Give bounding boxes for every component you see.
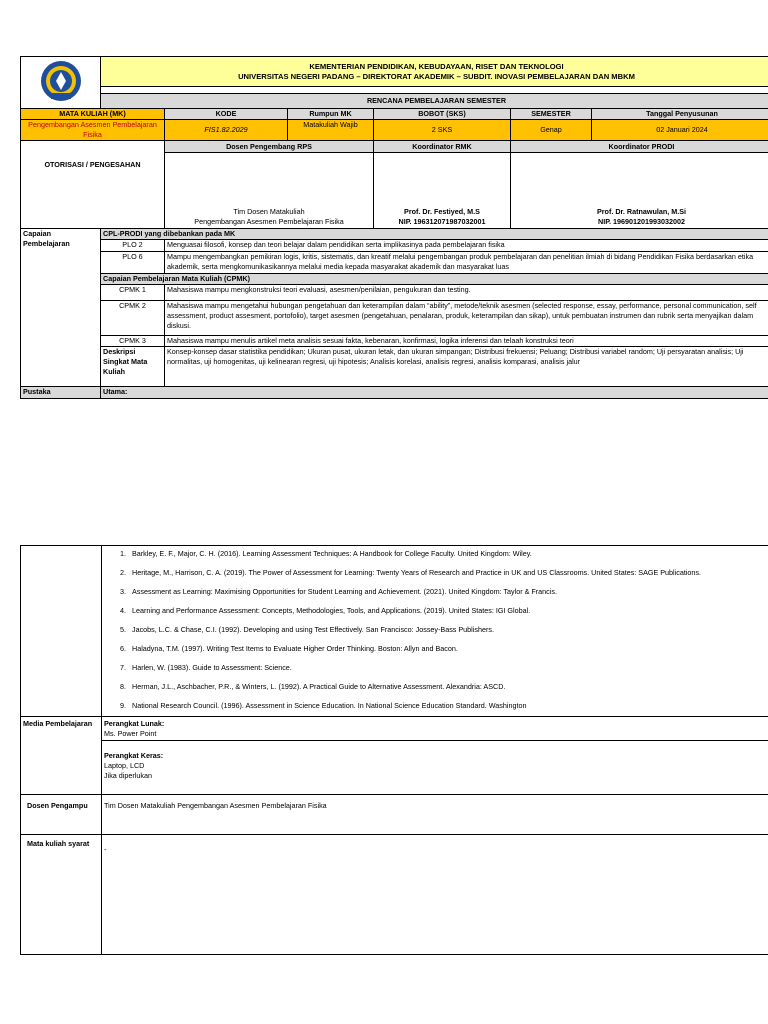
ministry-line: KEMENTERIAN PENDIDIKAN, KEBUDAYAAN, RISET DAN TEKNOLOGI xyxy=(309,61,564,71)
capaian-label: Capaian Pembelajaran xyxy=(21,229,101,387)
reference-item: 2. Heritage, M., Harrison, C. A. (2019). The Power of Assessment for Learning: Twenty Years of Research and Practice in UK and US Classrooms. United States: SAGE Publications. xyxy=(128,568,768,578)
dosen-line1: Tim Dosen Matakuliah xyxy=(233,207,305,216)
col-head-mk: MATA KULIAH (MK) xyxy=(21,109,165,120)
doc-title: RENCANA PEMBELAJARAN SEMESTER xyxy=(101,94,768,109)
mk-syarat-value: - xyxy=(102,835,768,955)
cpl-code: PLO 6 xyxy=(101,252,165,274)
prodi-nip: NIP. 196901201993032002 xyxy=(598,217,685,226)
media-keras-note: Jika diperlukan xyxy=(104,771,152,780)
cpmk-code: CPMK 2 xyxy=(101,301,165,336)
deskripsi-text: Konsep-konsep dasar statistika pendidikan; Ukuran pusat, ukuran letak, dan ukuran simpangan; Distribusi frekuensi; Peluang; Distribusi variabel random; Uji persyaratan analisis; Uji normalitas, uji homogenitas, uji kelinearan regresi, uji hipotesis; Analisis korelasi, analisis regresi, analisis komparasi, analisis jalur xyxy=(165,347,768,387)
dosen-pengampu-value: Tim Dosen Matakuliah Pengembangan Asesmen Pembelajaran Fisika xyxy=(102,795,768,835)
rmk-nip: NIP. 196312071987032001 xyxy=(398,217,486,226)
prodi-name: Prof. Dr. Ratnawulan, M.Si xyxy=(596,207,687,216)
unp-logo-icon xyxy=(39,59,83,103)
reference-item: 1. Barkley, E. F., Major, C. H. (2016). Learning Assessment Techniques: A Handbook for College Faculty. United Kingdom: Wiley. xyxy=(128,549,768,559)
course-semester: Genap xyxy=(511,120,592,141)
cpmk-head: Capaian Pembelajaran Mata Kuliah (CPMK) xyxy=(101,274,768,285)
rmk-name: Prof. Dr. Festiyed, M.S xyxy=(404,207,480,216)
reference-list xyxy=(104,549,768,711)
header-spacer xyxy=(101,87,768,94)
reference-item: 9. National Research Council. (1996). Assessment in Science Education. In National Science Education Standard. Washington xyxy=(128,701,768,711)
koordinator-prodi-head: Koordinator PRODI xyxy=(511,141,768,153)
rmk-signature xyxy=(374,153,511,229)
course-rumpun: Matakuliah Wajib xyxy=(288,120,374,141)
media-keras-cell xyxy=(102,741,768,795)
reference-item: 5. Jacobs, L.C. & Chase, C.I. (1992). Developing and using Test Effectively. San Francisco: Jossey-Bass Publishers. xyxy=(128,625,768,635)
media-label: Media Pembelajaran xyxy=(21,717,102,795)
media-lunak-value: Ms. Power Point xyxy=(104,729,157,738)
col-head-rumpun: Rumpun MK xyxy=(288,109,374,120)
rps-table-page-2 xyxy=(20,545,768,955)
header-ministry xyxy=(101,57,768,87)
course-name: Pengembangan Asesmen Pembelajaran Fisika xyxy=(21,120,165,141)
cpl-code: PLO 2 xyxy=(101,240,165,252)
cpl-text: Mampu mengembangkan pemikiran logis, kritis, sistematis, dan kreatif melalui pengembangan produk pembelajaran dan penelitian ilmiah di bidang Pendidikan Fisika berdasarkan etika akademik, serta mengkomunikasikannya melalui media kepada masyarakat akademik dan masyarakat luas xyxy=(165,252,768,274)
reference-item: 3. Assessment as Learning: Maximising Opportunities for Student Learning and Achievement. (2021). United Kingdom: Taylor & Francis. xyxy=(128,587,768,597)
col-head-tanggal: Tanggal Penyusunan xyxy=(592,109,768,120)
cpmk-code: CPMK 1 xyxy=(101,285,165,301)
deskripsi-label: Deskripsi Singkat Mata Kuliah xyxy=(101,347,165,387)
reference-item: 8. Herman, J.L., Aschbacher, P.R., & Winters, L. (1992). A Practical Guide to Alternative Assessment. Alexandria: ASCD. xyxy=(128,682,768,692)
pustaka-list-cell xyxy=(102,546,768,717)
cpl-head: CPL-PRODI yang dibebankan pada MK xyxy=(101,229,768,240)
pustaka-label: Pustaka xyxy=(21,387,101,399)
rps-table-page-1 xyxy=(20,56,768,399)
course-code: FIS1.82.2029 xyxy=(165,120,288,141)
dosen-pengembang-head: Dosen Pengembang RPS xyxy=(165,141,374,153)
course-tanggal: 02 Januari 2024 xyxy=(592,120,768,141)
cpmk-text: Mahasiswa mampu mengkonstruksi teori evaluasi, asesmen/penilaian, pengukuran dan testing. xyxy=(165,285,768,301)
cpmk-text: Mahasiswa mampu menulis artikel meta analisis sesuai fakta, kebenaran, konfirmasi, logika inferensi dan telaah konstruksi teori xyxy=(165,336,768,347)
media-keras-head: Perangkat Keras: xyxy=(104,751,164,760)
pustaka-utama: Utama: xyxy=(101,387,768,399)
koordinator-rmk-head: Koordinator RMK xyxy=(374,141,511,153)
cpmk-code: CPMK 3 xyxy=(101,336,165,347)
col-head-kode: KODE xyxy=(165,109,288,120)
media-lunak-cell xyxy=(102,717,768,741)
media-keras-value: Laptop, LCD xyxy=(104,761,145,770)
pustaka-continued-label xyxy=(21,546,102,717)
dosen-signature xyxy=(165,153,374,229)
otorisasi-label: OTORISASI / PENGESAHAN xyxy=(21,141,165,229)
col-head-semester: SEMESTER xyxy=(511,109,592,120)
reference-item: 7. Harlen, W. (1983). Guide to Assessment: Science. xyxy=(128,663,768,673)
course-bobot: 2 SKS xyxy=(374,120,511,141)
col-head-bobot: BOBOT (SKS) xyxy=(374,109,511,120)
cpmk-text: Mahasiswa mampu mengetahui hubungan pengetahuan dan keterampilan dalam “ability”, metode/teknik asesmen (selected response, essay, performance, personal communication, self assessment, product assesment, portofolio), target asesmen (pengetahuan, penalaran, produk, keterampilan dan sikap), untuk pembuatan instrumen dan rubrik serta menyajikan dalam diskusi. xyxy=(165,301,768,336)
reference-item: 4. Learning and Performance Assessment: Concepts, Methodologies, Tools, and Applications. (2019). United States: IGI Global. xyxy=(128,606,768,616)
cpl-text: Menguasai filosofi, konsep dan teori belajar dalam pendidikan serta implikasinya pada pembelajaran fisika xyxy=(165,240,768,252)
dosen-line2: Pengembangan Asesmen Pembelajaran Fisika xyxy=(194,217,344,226)
prodi-signature xyxy=(511,153,768,229)
reference-item: 6. Haladyna, T.M. (1997). Writing Test Items to Evaluate Higher Order Thinking. Boston: Allyn and Bacon. xyxy=(128,644,768,654)
university-logo-cell xyxy=(21,57,101,109)
university-line: UNIVERSITAS NEGERI PADANG – DIREKTORAT AKADEMIK – SUBDIT. INOVASI PEMBELAJARAN DAN MBKM xyxy=(238,71,635,81)
media-lunak-head: Perangkat Lunak: xyxy=(104,719,165,728)
mk-syarat-label: Mata kuliah syarat xyxy=(21,835,102,955)
dosen-pengampu-label: Dosen Pengampu xyxy=(21,795,102,835)
